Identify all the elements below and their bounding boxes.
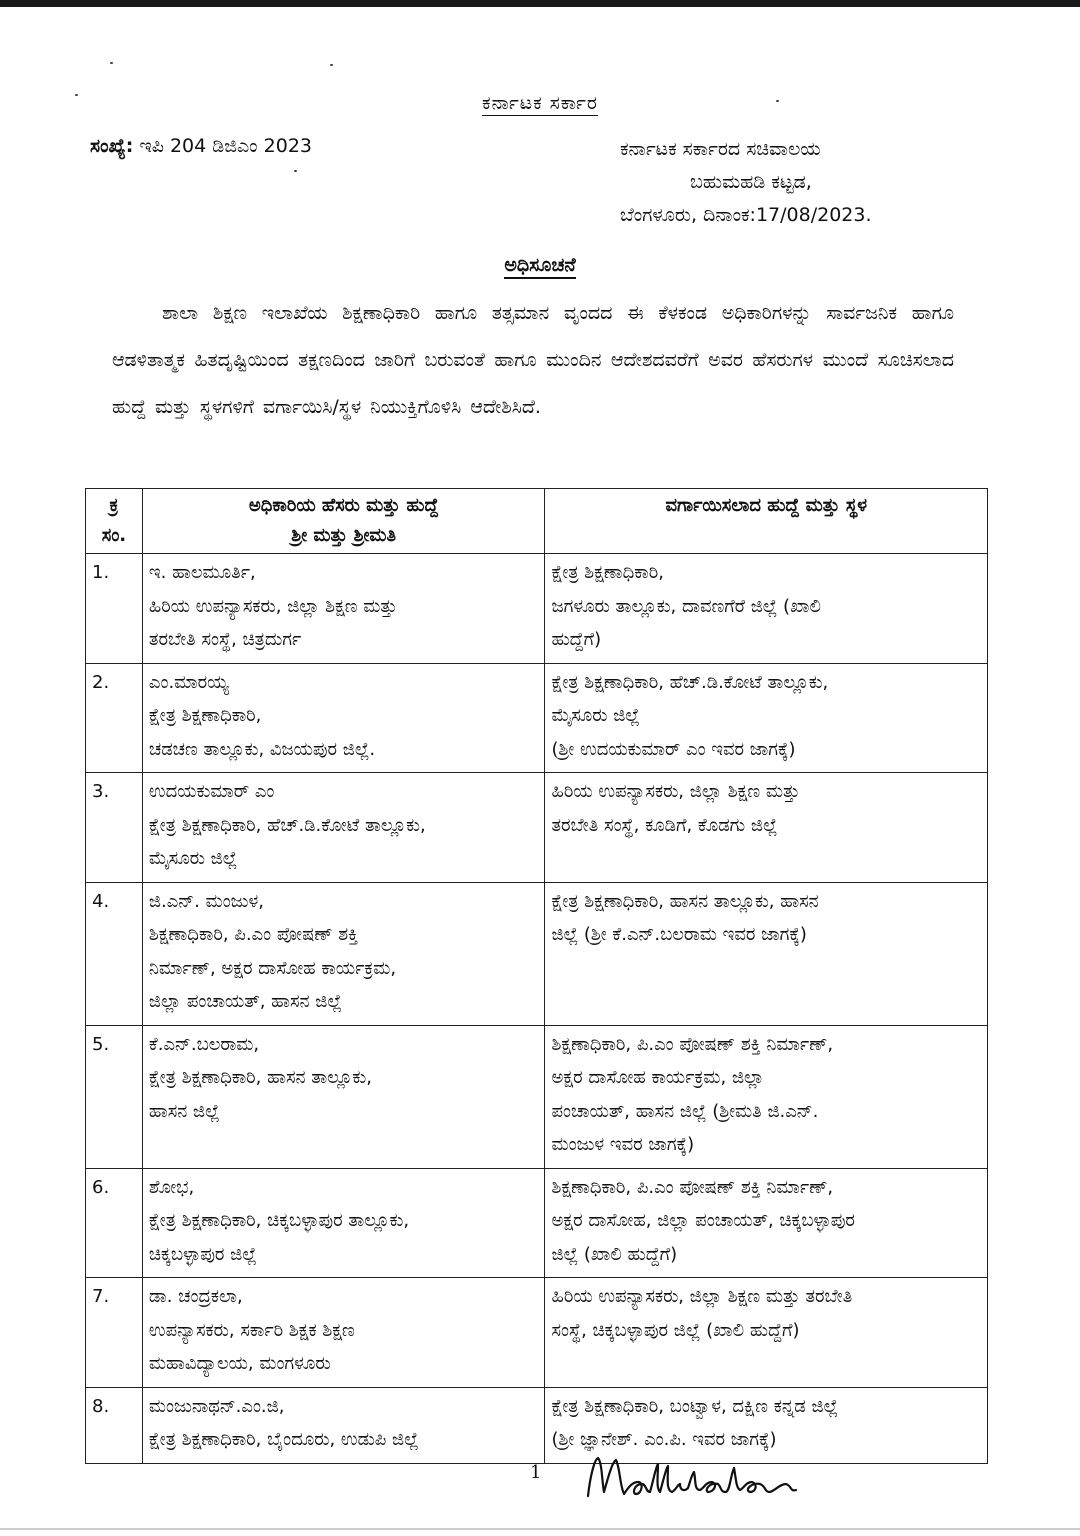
officer-line: ಶಿಕ್ಷಣಾಧಿಕಾರಿ, ಪಿ.ಎಂ ಪೋಷಣ್ ಶಕ್ತಿ bbox=[148, 924, 359, 945]
header-serial-line1: ಕ್ರ bbox=[109, 495, 119, 516]
officer-line: ಕೆ.ಎನ್.ಬಲರಾಮ, bbox=[148, 1033, 260, 1055]
officer-line: ಶೋಭ, bbox=[148, 1176, 195, 1198]
posting-line: ಕ್ಷೇತ್ರ ಶಿಕ್ಷಣಾಧಿಕಾರಿ, bbox=[551, 562, 664, 583]
header-posting-text: ವರ್ಗಾಯಿಸಲಾದ ಹುದ್ದೆ ಮತ್ತು ಸ್ಥಳ bbox=[665, 495, 868, 516]
posting-line: (ಶ್ರೀ ಉದಯಕುಮಾರ್ ಎಂ ಇವರ ಜಾಗಕ್ಕೆ) bbox=[551, 738, 796, 760]
officer-line: ಕ್ಷೇತ್ರ ಶಿಕ್ಷಣಾಧಿಕಾರಿ, ಹೆಚ್.ಡಿ.ಕೋಟೆ ತಾಲ್ಲೂಕು, bbox=[148, 814, 426, 836]
government-title-text: ಕರ್ನಾಟಕ ಸರ್ಕಾರ bbox=[482, 92, 598, 114]
serial-number: 5. bbox=[92, 1033, 110, 1055]
posting-line: ಹಿರಿಯ ಉಪನ್ಯಾಸಕರು, ಜಿಲ್ಲಾ ಶಿಕ್ಷಣ ಮತ್ತು bbox=[551, 781, 800, 802]
reference-label: ಸಂಖ್ಯೆ: bbox=[90, 135, 134, 157]
officer-line: ಮಹಾವಿದ್ಯಾಲಯ, ಮಂಗಳೂರು bbox=[148, 1353, 331, 1374]
officer-cell bbox=[142, 1025, 545, 1168]
serial-number-cell bbox=[86, 773, 143, 883]
posting-line: ಅಕ್ಷರ ದಾಸೋಹ, ಜಿಲ್ಲಾ ಪಂಚಾಯತ್, ಚಿಕ್ಕಬಳ್ಳಾಪುರ bbox=[551, 1210, 855, 1231]
officer-cell bbox=[142, 554, 545, 664]
serial-number: 2. bbox=[92, 671, 110, 693]
posting-line: ಮಂಜುಳ ಇವರ ಜಾಗಕ್ಕೆ) bbox=[551, 1134, 695, 1155]
serial-number-cell bbox=[86, 1278, 143, 1388]
posting-line: ಪಂಚಾಯತ್, ಹಾಸನ ಜಿಲ್ಲೆ (ಶ್ರೀಮತಿ ಜಿ.ಎನ್. bbox=[551, 1100, 819, 1122]
officer-line: ಜಿಲ್ಲಾ ಪಂಚಾಯತ್, ಹಾಸನ ಜಿಲ್ಲೆ bbox=[148, 991, 342, 1012]
officer-line: ಉದಯಕುಮಾರ್ ಎಂ bbox=[148, 781, 275, 802]
transfer-table bbox=[85, 488, 988, 1464]
posting-cell bbox=[545, 554, 988, 664]
column-header-posting bbox=[545, 489, 988, 554]
posting-cell bbox=[545, 1025, 988, 1168]
officer-line: ಉಪನ್ಯಾಸಕರು, ಸರ್ಕಾರಿ ಶಿಕ್ಷಕ ಶಿಕ್ಷಣ bbox=[148, 1319, 355, 1341]
officer-line: ಮೈಸೂರು ಜಿಲ್ಲೆ bbox=[148, 848, 238, 869]
table-body bbox=[86, 554, 988, 1464]
posting-line: ಸಂಸ್ಥೆ, ಚಿಕ್ಕಬಳ್ಳಾಪುರ ಜಿಲ್ಲೆ (ಖಾಲಿ ಹುದ್ದೆಗೆ) bbox=[551, 1319, 800, 1341]
officer-line: ಡಾ. ಚಂದ್ರಕಲಾ, bbox=[148, 1286, 243, 1307]
posting-cell bbox=[545, 1278, 988, 1388]
signature-image bbox=[580, 1448, 810, 1508]
posting-cell bbox=[545, 663, 988, 773]
table-row bbox=[86, 1387, 988, 1463]
officer-line: ಕ್ಷೇತ್ರ ಶಿಕ್ಷಣಾಧಿಕಾರಿ, ಚಿಕ್ಕಬಳ್ಳಾಪುರ ತಾಲ್ಲೂಕು, bbox=[148, 1210, 410, 1231]
posting-line: ಶಿಕ್ಷಣಾಧಿಕಾರಿ, ಪಿ.ಎಂ ಪೋಷಣ್ ಶಕ್ತಿ ನಿರ್ಮಾಣ್, bbox=[551, 1176, 834, 1198]
officer-line: ಕ್ಷೇತ್ರ ಶಿಕ್ಷಣಾಧಿಕಾರಿ, bbox=[148, 705, 262, 726]
serial-number: 7. bbox=[92, 1286, 110, 1307]
posting-line: ತರಬೇತಿ ಸಂಸ್ಥೆ, ಕೂಡಿಗೆ, ಕೊಡಗು ಜಿಲ್ಲೆ bbox=[551, 814, 778, 836]
officer-line: ತರಬೇತಿ ಸಂಸ್ಥೆ, ಚಿತ್ರದುರ್ಗ bbox=[148, 629, 302, 650]
officer-cell bbox=[142, 663, 545, 773]
table-row bbox=[86, 554, 988, 664]
officer-cell bbox=[142, 1168, 545, 1278]
officer-line: ಕ್ಷೇತ್ರ ಶಿಕ್ಷಣಾಧಿಕಾರಿ, ಹಾಸನ ತಾಲ್ಲೂಕು, bbox=[148, 1067, 372, 1088]
serial-number-cell bbox=[86, 554, 143, 664]
officer-cell bbox=[142, 882, 545, 1025]
officer-line: ಕ್ಷೇತ್ರ ಶಿಕ್ಷಣಾಧಿಕಾರಿ, ಬೈಂದೂರು, ಉಡುಪಿ ಜಿಲ್ಲೆ bbox=[148, 1429, 419, 1450]
scan-top-border bbox=[0, 0, 1080, 7]
address-date-line: ಬೆಂಗಳೂರು, ದಿನಾಂಕ:17/08/2023. bbox=[620, 204, 872, 226]
scan-speck bbox=[294, 170, 297, 172]
office-address bbox=[560, 133, 920, 232]
officer-line: ಹಾಸನ ಜಿಲ್ಲೆ bbox=[148, 1100, 220, 1122]
officer-line: ಮಂಜುನಾಥನ್.ಎಂ.ಜಿ, bbox=[148, 1395, 285, 1417]
table-row bbox=[86, 882, 988, 1025]
posting-cell bbox=[545, 882, 988, 1025]
officer-line: ಇ. ಹಾಲಮೂರ್ತಿ, bbox=[148, 562, 256, 583]
serial-number: 8. bbox=[92, 1395, 110, 1417]
address-line: ಕರ್ನಾಟಕ ಸರ್ಕಾರದ ಸಚಿವಾಲಯ bbox=[620, 138, 821, 160]
column-header-officer bbox=[142, 489, 545, 554]
table-row bbox=[86, 773, 988, 883]
posting-cell bbox=[545, 773, 988, 883]
scan-bottom-edge bbox=[0, 1528, 1080, 1530]
posting-line: (ಶ್ರೀ ಜ್ಞಾನೇಶ್. ಎಂ.ಪಿ. ಇವರ ಜಾಗಕ್ಕೆ) bbox=[551, 1429, 777, 1450]
serial-number: 1. bbox=[92, 562, 110, 583]
posting-line: ಜಿಲ್ಲೆ (ಖಾಲಿ ಹುದ್ದೆಗೆ) bbox=[551, 1243, 678, 1265]
address-line: ಬಹುಮಹಡಿ ಕಟ್ಟಡ, bbox=[690, 171, 812, 193]
page-number: 1 bbox=[530, 1462, 542, 1483]
officer-cell bbox=[142, 1387, 545, 1463]
notice-heading bbox=[0, 254, 1080, 276]
posting-line: ಜಿಲ್ಲೆ (ಶ್ರೀ ಕೆ.ಎನ್.ಬಲರಾಮ ಇವರ ಜಾಗಕ್ಕೆ) bbox=[551, 924, 807, 945]
officer-line: ನಿರ್ಮಾಣ್, ಅಕ್ಷರ ದಾಸೋಹ ಕಾರ್ಯಕ್ರಮ, bbox=[148, 957, 397, 979]
table-header-row bbox=[86, 489, 988, 554]
serial-number: 3. bbox=[92, 781, 110, 802]
posting-line: ಹುದ್ದೆಗೆ) bbox=[551, 629, 602, 650]
officer-line: ಚಿಕ್ಕಬಳ್ಳಾಪುರ ಜಿಲ್ಲೆ bbox=[148, 1243, 257, 1265]
posting-line: ಕ್ಷೇತ್ರ ಶಿಕ್ಷಣಾಧಿಕಾರಿ, ಬಂಟ್ವಾಳ, ದಕ್ಷಿಣ ಕನ್ನಡ ಜಿಲ್ಲೆ bbox=[551, 1395, 839, 1417]
table-row bbox=[86, 1278, 988, 1388]
posting-cell bbox=[545, 1168, 988, 1278]
officer-line: ಎಂ.ಮಾರಯ್ಯ bbox=[148, 671, 229, 693]
header-officer-line2: ಶ್ರೀ ಮತ್ತು ಶ್ರೀಮತಿ bbox=[291, 525, 397, 546]
government-title bbox=[0, 92, 1080, 114]
reference-number bbox=[90, 135, 312, 157]
officer-cell bbox=[142, 773, 545, 883]
posting-line: ಹಿರಿಯ ಉಪನ್ಯಾಸಕರು, ಜಿಲ್ಲಾ ಶಿಕ್ಷಣ ಮತ್ತು ತರಬೇತಿ bbox=[551, 1286, 853, 1307]
table-row bbox=[86, 663, 988, 773]
officer-line: ಹಿರಿಯ ಉಪನ್ಯಾಸಕರು, ಜಿಲ್ಲಾ ಶಿಕ್ಷಣ ಮತ್ತು bbox=[148, 595, 398, 617]
posting-line: ಅಕ್ಷರ ದಾಸೋಹ ಕಾರ್ಯಕ್ರಮ, ಜಿಲ್ಲಾ bbox=[551, 1067, 765, 1088]
posting-line: ಕ್ಷೇತ್ರ ಶಿಕ್ಷಣಾಧಿಕಾರಿ, ಹೆಚ್.ಡಿ.ಕೋಟೆ ತಾಲ್ಲೂಕು, bbox=[551, 671, 829, 693]
posting-line: ಮೈಸೂರು ಜಿಲ್ಲೆ bbox=[551, 705, 640, 726]
serial-number: 4. bbox=[92, 890, 110, 912]
serial-number-cell bbox=[86, 882, 143, 1025]
posting-line: ಜಗಳೂರು ತಾಲ್ಲೂಕು, ದಾವಣಗೆರೆ ಜಿಲ್ಲೆ (ಖಾಲಿ bbox=[551, 595, 822, 617]
table-row bbox=[86, 1025, 988, 1168]
scan-speck bbox=[330, 64, 333, 66]
officer-cell bbox=[142, 1278, 545, 1388]
notice-heading-text: ಅಧಿಸೂಚನೆ bbox=[504, 254, 575, 279]
serial-number-cell bbox=[86, 663, 143, 773]
officer-line: ಜಿ.ಎನ್. ಮಂಜುಳ, bbox=[148, 890, 264, 912]
serial-number-cell bbox=[86, 1168, 143, 1278]
reference-value: ಇಪಿ 204 ಡಿಜಿಎಂ 2023 bbox=[139, 135, 312, 157]
column-header-serial bbox=[86, 489, 143, 554]
scan-speck bbox=[110, 62, 113, 64]
header-officer-line1: ಅಧಿಕಾರಿಯ ಹೆಸರು ಮತ್ತು ಹುದ್ದೆ bbox=[248, 495, 439, 516]
serial-number-cell bbox=[86, 1387, 143, 1463]
serial-number: 6. bbox=[92, 1176, 110, 1198]
posting-line: ಕ್ಷೇತ್ರ ಶಿಕ್ಷಣಾಧಿಕಾರಿ, ಹಾಸನ ತಾಲ್ಲೂಕು, ಹಾಸನ bbox=[551, 890, 819, 912]
posting-line: ಶಿಕ್ಷಣಾಧಿಕಾರಿ, ಪಿ.ಎಂ ಪೋಷಣ್ ಶಕ್ತಿ ನಿರ್ಮಾಣ್, bbox=[551, 1033, 834, 1055]
header-serial-line2: ಸಂ. bbox=[101, 525, 127, 546]
notice-body: ಶಾಲಾ ಶಿಕ್ಷಣ ಇಲಾಖೆಯ ಶಿಕ್ಷಣಾಧಿಕಾರಿ ಹಾಗೂ ತತ್ಸಮಾನ ವೃಂದದ ಈ ಕೆಳಕಂಡ ಅಧಿಕಾರಿಗಳನ್ನು ಸಾರ್ವಜನಿಕ ಹಾಗೂ ಆಡಳಿತಾತ್ಮಕ ಹಿತದೃಷ್ಟಿಯಿಂದ ತಕ್ಷಣದಿಂದ ಜಾರಿಗೆ ಬರುವಂತೆ ಹಾಗೂ ಮುಂದಿನ ಆದೇಶದವರೆಗೆ ಅವರ ಹೆಸರುಗಳ ಮುಂದೆ ಸೂಚಿಸಲಾದ ಹುದ್ದೆ ಮತ್ತು ಸ್ಥಳಗಳಿಗೆ ವರ್ಗಾಯಿಸಿ/ಸ್ಥಳ ನಿಯುಕ್ತಿಗೊಳಿಸಿ ಆದೇಶಿಸಿದೆ. bbox=[112, 302, 954, 418]
officer-line: ಚಡಚಣ ತಾಲ್ಲೂಕು, ವಿಜಯಪುರ ಜಿಲ್ಲೆ. bbox=[148, 738, 376, 760]
serial-number-cell bbox=[86, 1025, 143, 1168]
table-row bbox=[86, 1168, 988, 1278]
